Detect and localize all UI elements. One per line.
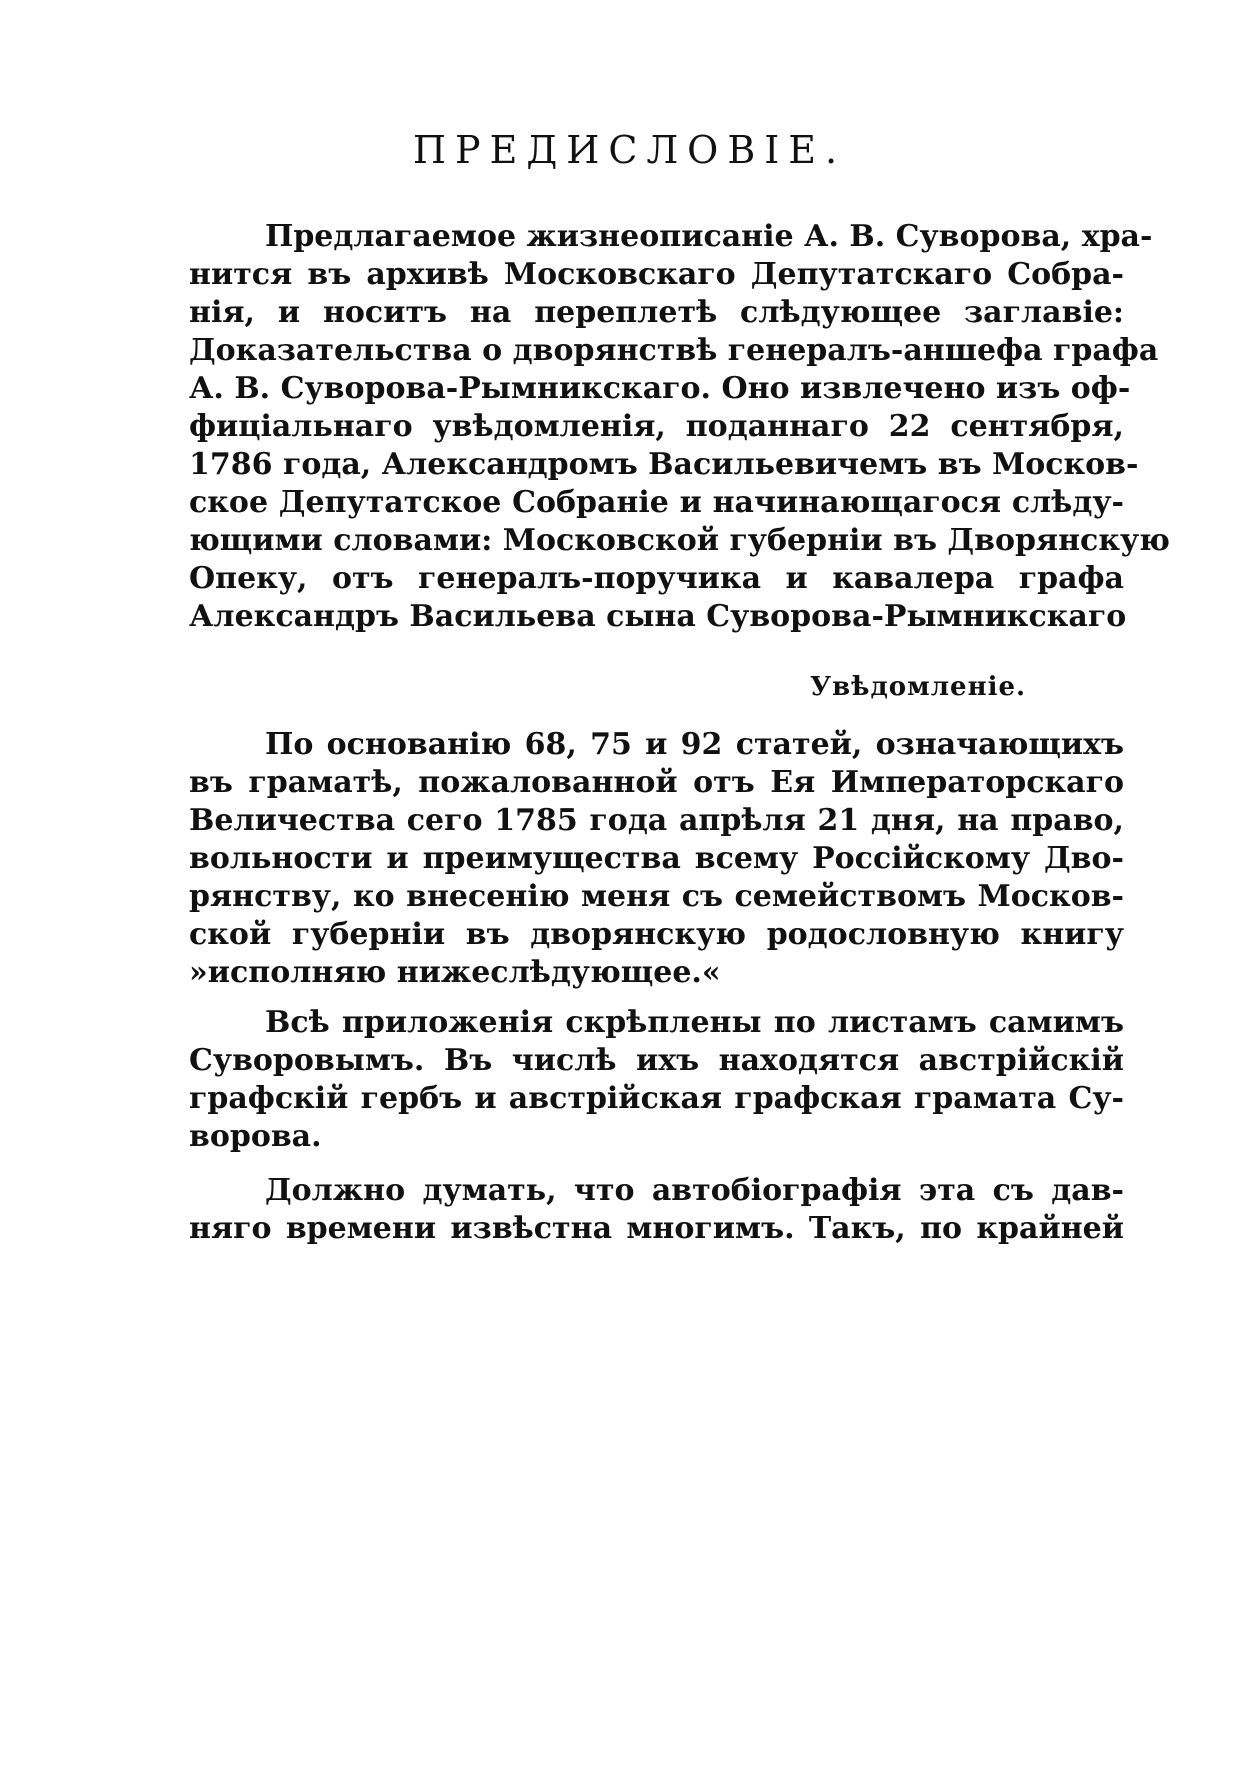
text-line: Доказательства о дворянствѣ генералъ-аншефа графа bbox=[189, 333, 1159, 368]
notice-heading: Увѣдомленіе. bbox=[810, 672, 1027, 702]
text-line: Величества сего 1785 года апрѣля 21 дня, на право, bbox=[189, 803, 1124, 838]
text-line: Суворовымъ. Въ числѣ ихъ находятся австрійскій bbox=[189, 1043, 1124, 1078]
text-line: графскій гербъ и австрійская графская грамата Су- bbox=[189, 1081, 1124, 1116]
page-title: ПРЕДИСЛОВІЕ. bbox=[412, 128, 847, 172]
text-line: рянству, ко внесенію меня съ семействомъ Москов- bbox=[189, 879, 1124, 914]
text-line: 1786 года, Александромъ Васильевичемъ въ Москов- bbox=[189, 447, 1139, 482]
text-line: Предлагаемое жизнеописаніе А. В. Суворова, хра- bbox=[265, 219, 1153, 254]
paragraph-notice-body bbox=[189, 726, 1124, 992]
text-line: А. В. Суворова-Рымникскаго. Оно извлечено изъ оф- bbox=[189, 371, 1131, 406]
text-line: Опеку, отъ генералъ-поручика и кавалера графа bbox=[189, 561, 1124, 596]
text-line: Александръ Васильева сына Суворова-Рымникскаго bbox=[189, 599, 1127, 634]
text-line: въ граматѣ, пожалованной отъ Ея Императорскаго bbox=[189, 765, 1124, 800]
text-line: нится въ архивѣ Московскаго Депутатскаго Собра- bbox=[189, 257, 1124, 292]
text-line: ской губерніи въ дворянскую родословную книгу bbox=[189, 917, 1124, 952]
text-line: вольности и преимущества всему Россійскому Дво- bbox=[189, 841, 1124, 876]
text-line: »исполняю нижеслѣдующее.« bbox=[189, 955, 721, 990]
text-line: По основанію 68, 75 и 92 статей, означающихъ bbox=[265, 727, 1124, 762]
paragraph-intro bbox=[189, 218, 1170, 636]
text-line: Всѣ приложенія скрѣплены по листамъ самимъ bbox=[265, 1005, 1124, 1040]
text-line: Должно думать, что автобіографія эта съ дав- bbox=[265, 1173, 1124, 1208]
text-line: ское Депутатское Собраніе и начинающагося слѣду- bbox=[189, 485, 1124, 520]
paragraph-attachments bbox=[189, 1004, 1124, 1156]
text-line: нія, и носитъ на переплетѣ слѣдующее заглавіе: bbox=[189, 295, 1124, 330]
text-line: няго времени извѣстна многимъ. Такъ, по крайней bbox=[189, 1211, 1124, 1246]
text-line: ворова. bbox=[189, 1119, 322, 1154]
paragraph-autobiography bbox=[189, 1172, 1124, 1248]
text-line: ющими словами: Московской губерніи въ Дворянскую bbox=[189, 523, 1170, 558]
text-line: фиціальнаго увѣдомленія, поданнаго 22 сентября, bbox=[189, 409, 1124, 444]
